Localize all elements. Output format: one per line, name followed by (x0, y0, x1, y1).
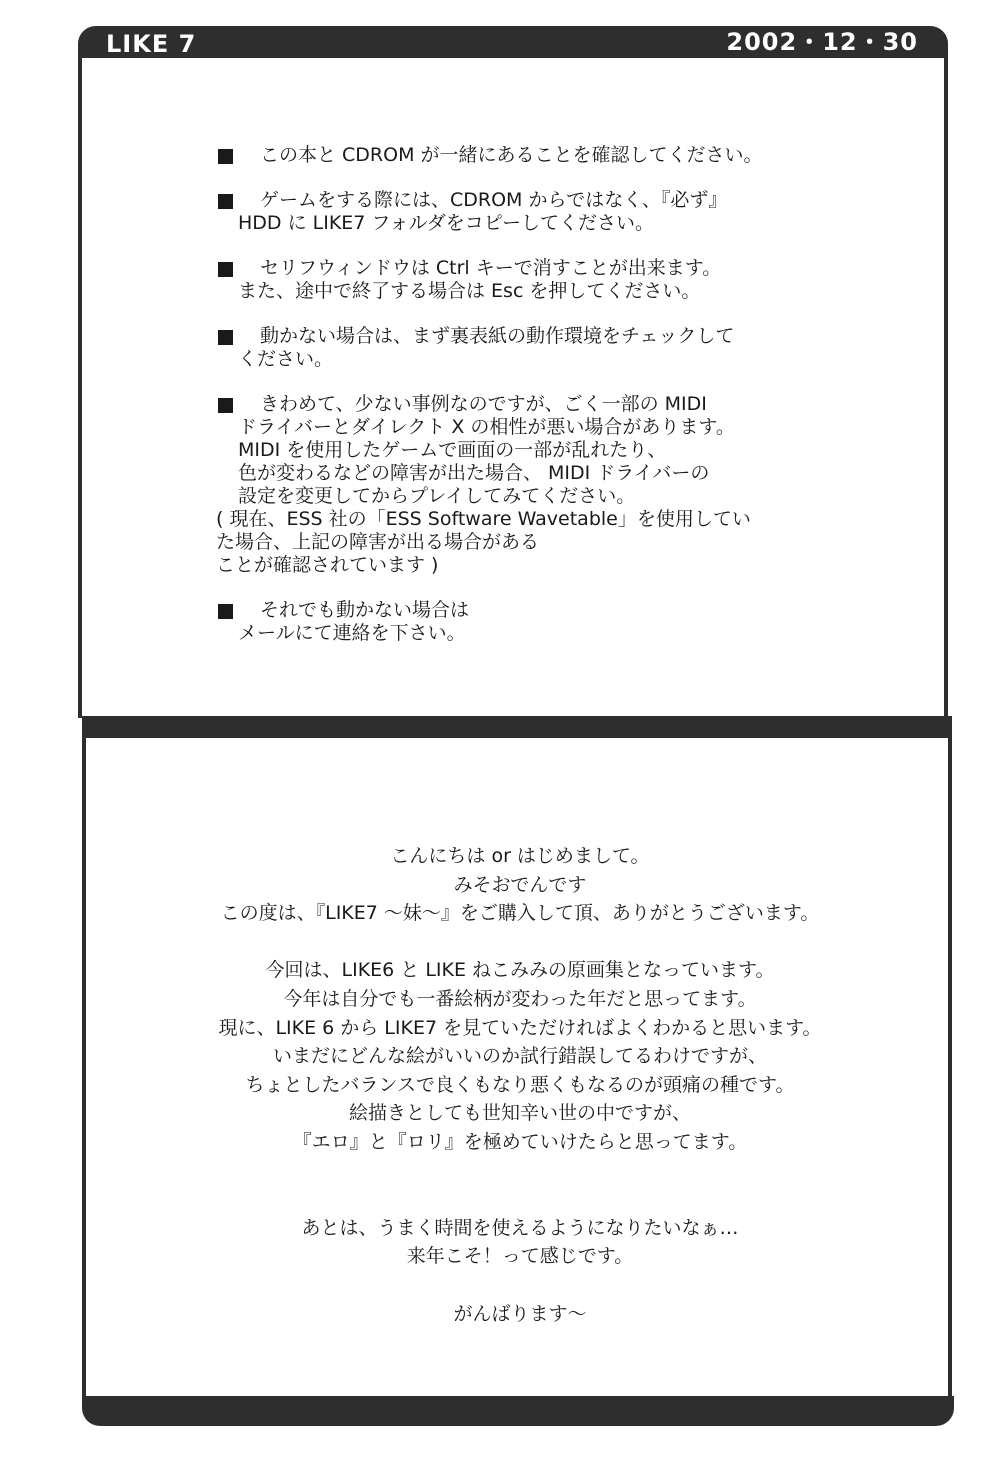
notice-note-line: ( 現在、ESS 社の「ESS Software Wavetable」を使用してい (216, 508, 751, 530)
notice-item (216, 257, 836, 303)
notice-line: ゲームをする際には、CDROM からではなく、『必ず』 (260, 189, 728, 211)
square-bullet-icon (218, 604, 233, 619)
message-line: ちょとしたバランスで良くもなり悪くもなるのが頭痛の種です。 (245, 1073, 795, 1096)
square-bullet-icon (218, 262, 233, 277)
notice-line: 動かない場合は、まず裏表紙の動作環境をチェックして (260, 325, 735, 347)
footer-bar (82, 1396, 954, 1426)
notice-item (216, 144, 836, 167)
notice-line: それでも動かない場合は (260, 599, 470, 621)
message-line (120, 1271, 920, 1300)
message-line: 『エロ』と『ロリ』を極めていけたらと思ってます。 (292, 1130, 748, 1153)
square-bullet-icon (218, 398, 233, 413)
message-line: 今年は自分でも一番絵柄が変わった年だと思ってます。 (283, 987, 757, 1010)
message-line (120, 928, 920, 957)
notice-item (216, 393, 836, 577)
notice-item (216, 599, 836, 645)
panel-divider (82, 716, 952, 738)
notice-line: ドライバーとダイレクト X の相性が悪い場合があります。 (238, 416, 735, 438)
header-date: 2002・12・30 (726, 28, 918, 56)
notice-list (216, 144, 836, 667)
author-message (120, 842, 920, 1328)
notice-line: きわめて、少ない事例なのですが、ごく一部の MIDI (260, 393, 707, 415)
message-line: 今回は、LIKE6 と LIKE ねこみみの原画集となっています。 (265, 959, 775, 982)
brand-title: LIKE 7 (106, 30, 197, 58)
square-bullet-icon (218, 330, 233, 345)
notice-line: 色が変わるなどの障害が出た場合、 MIDI ドライバーの (238, 462, 710, 484)
message-line (120, 1157, 920, 1186)
notice-line: この本と CDROM が一緒にあることを確認してください。 (260, 144, 763, 166)
message-line: あとは、うまく時間を使えるようになりたいなぁ… (301, 1216, 739, 1239)
message-line: こんにちは or はじめまして。 (390, 845, 650, 867)
message-line: がんばります〜 (453, 1302, 587, 1325)
message-line (120, 1185, 920, 1214)
square-bullet-icon (218, 149, 233, 164)
notice-item (216, 189, 836, 235)
square-bullet-icon (218, 194, 233, 209)
notice-note-line: ことが確認されています ) (216, 554, 439, 576)
notice-line: ください。 (238, 348, 334, 370)
notice-line: 設定を変更してからプレイしてみてください。 (238, 485, 636, 507)
message-line: みそおでんです (453, 873, 587, 896)
notice-line: セリフウィンドウは Ctrl キーで消すことが出来ます。 (260, 257, 722, 279)
message-line: 絵描きとしても世知辛い世の中ですが、 (348, 1102, 691, 1125)
message-line: いまだにどんな絵がいいのか試行錯誤してるわけですが、 (272, 1045, 767, 1068)
notice-line: HDD に LIKE7 フォルダをコピーしてください。 (238, 212, 654, 234)
notice-item (216, 325, 836, 371)
notice-line: メールにて連絡を下さい。 (238, 622, 466, 644)
message-line: 現に、LIKE 6 から LIKE7 を見ていただければよくわかると思います。 (218, 1016, 822, 1039)
message-line: 来年こそ！って感じです。 (406, 1245, 634, 1268)
notice-note-line: た場合、上記の障害が出る場合がある (216, 531, 540, 553)
notice-line: MIDI を使用したゲームで画面の一部が乱れたり、 (238, 439, 667, 461)
notice-line: また、途中で終了する場合は Esc を押してください。 (238, 280, 701, 302)
message-line: この度は、『LIKE7 〜妹〜』をご購入して頂、ありがとうございます。 (220, 902, 820, 925)
